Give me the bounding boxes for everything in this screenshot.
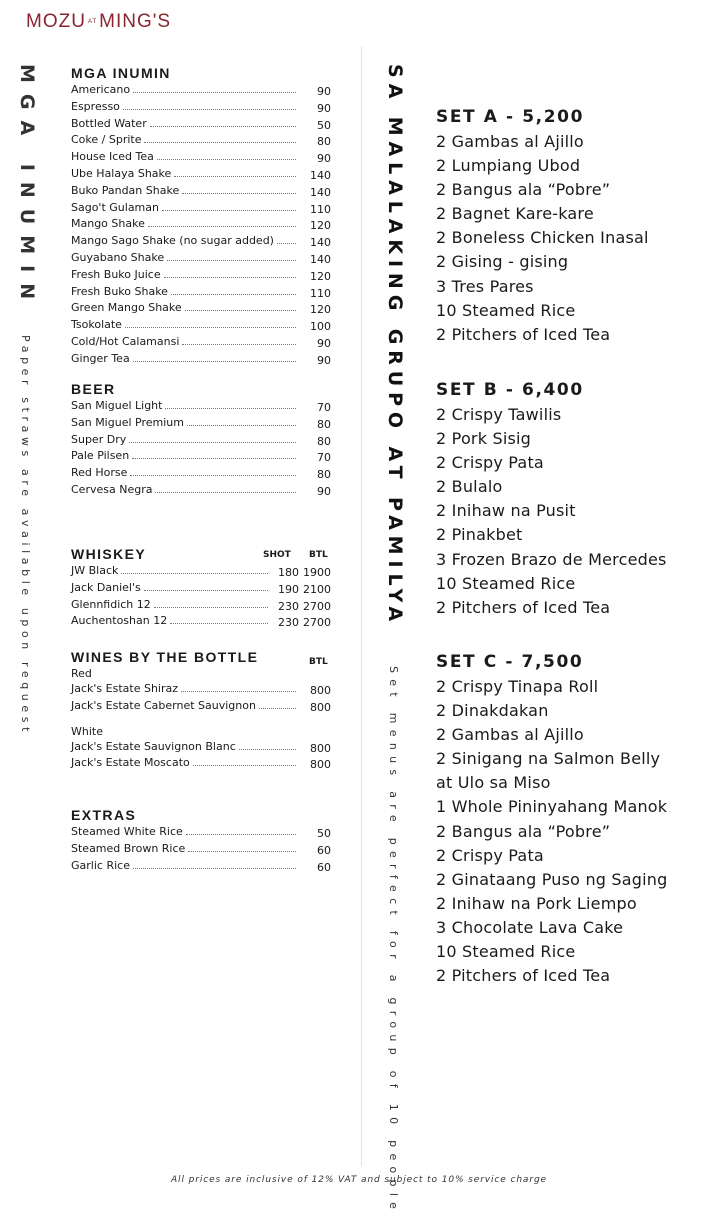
item-name: San Miguel Light <box>71 399 163 412</box>
section-title: MGA INUMIN <box>71 65 171 81</box>
item-name: Jack Daniel's <box>71 580 141 594</box>
menu-item <box>71 132 331 149</box>
set-item: 2 Pinakbet <box>436 525 523 545</box>
item-price: 70 <box>317 451 331 465</box>
item-list <box>71 563 331 630</box>
item-list <box>71 82 331 368</box>
leader-dots <box>170 623 268 624</box>
leader-dots <box>129 442 296 443</box>
menu-item <box>71 233 331 250</box>
set-items <box>436 675 696 988</box>
menu-item <box>71 698 331 715</box>
item-list <box>71 824 331 874</box>
item-shot-price: 230 <box>278 616 299 630</box>
item-name: Guyabano Shake <box>71 250 165 264</box>
leader-dots <box>182 344 296 345</box>
item-price: 140 <box>310 168 331 182</box>
item-shot-price: 190 <box>278 582 299 596</box>
set-item: 2 Pitchers of Iced Tea <box>436 597 611 617</box>
leader-dots <box>148 226 296 227</box>
set-item: 3 Tres Pares <box>436 276 534 296</box>
item-price: 90 <box>317 152 331 166</box>
section-inumin <box>71 64 331 368</box>
item-name: Tsokolate <box>71 318 122 332</box>
section-title: WINES BY THE BOTTLE <box>71 649 259 665</box>
item-name: Ginger Tea <box>71 351 130 365</box>
mid-vertical-title: SA MALALAKING GRUPO AT PAMILYA <box>384 64 406 627</box>
item-price: 70 <box>317 401 331 414</box>
column-divider <box>361 46 362 1166</box>
item-name: Jack's Estate Shiraz <box>71 682 179 695</box>
wine-white-label: White <box>71 724 103 738</box>
set-item: 2 Gambas al Ajillo <box>436 132 584 151</box>
item-price: 90 <box>317 353 331 367</box>
item-price: 90 <box>317 336 331 350</box>
item-name: Super Dry <box>71 432 127 446</box>
set-a <box>436 106 696 347</box>
item-btl-price: 2700 <box>303 599 331 613</box>
set-b <box>436 379 696 620</box>
item-name: Espresso <box>71 99 120 113</box>
leader-dots <box>259 708 296 709</box>
item-price: 50 <box>317 118 331 132</box>
menu-item <box>71 613 331 630</box>
item-btl-price: 2700 <box>303 616 331 630</box>
menu-item <box>71 563 331 580</box>
item-btl-price: 2100 <box>303 582 331 596</box>
section-wines <box>71 648 331 772</box>
logo-right: MING'S <box>99 11 172 32</box>
section-beer <box>71 380 331 499</box>
menu-item <box>71 300 331 317</box>
item-name: Steamed White Rice <box>71 825 183 838</box>
leader-dots <box>182 193 296 194</box>
set-item: 2 Crispy Pata <box>436 845 544 865</box>
set-item: 2 Gambas al Ajillo <box>436 725 584 745</box>
menu-item <box>71 398 331 415</box>
menu-item <box>71 250 331 267</box>
item-name: Mango Shake <box>71 217 145 231</box>
leader-dots <box>133 361 296 362</box>
set-item: 10 Steamed Rice <box>436 942 576 962</box>
leader-dots <box>133 92 296 93</box>
set-item: 10 Steamed Rice <box>436 573 576 593</box>
leader-dots <box>150 126 296 127</box>
menu-item <box>71 482 331 499</box>
leader-dots <box>185 310 296 311</box>
leader-dots <box>157 159 296 160</box>
set-item: 2 Bulalo <box>436 477 503 497</box>
menu-item <box>71 82 331 99</box>
item-name: Green Mango Shake <box>71 301 182 315</box>
item-name: JW Black <box>71 564 119 577</box>
item-price: 90 <box>317 85 331 98</box>
mid-vertical-note: Set menus are perfect for a group of 10 people <box>387 666 400 1215</box>
leader-dots <box>132 458 296 459</box>
leader-dots <box>123 109 296 110</box>
wines-btl-header: BTL <box>309 657 328 667</box>
logo-at: AT <box>87 18 98 25</box>
leader-dots <box>144 590 268 591</box>
leader-dots <box>133 868 296 869</box>
item-shot-price: 230 <box>278 599 299 613</box>
menu-item <box>71 465 331 482</box>
item-price: 110 <box>310 286 331 300</box>
leader-dots <box>239 749 296 750</box>
menu-item <box>71 351 331 368</box>
menu-item <box>71 597 331 614</box>
item-name: Cold/Hot Calamansi <box>71 334 180 348</box>
item-price: 140 <box>310 252 331 266</box>
item-list <box>71 398 331 499</box>
menu-item <box>71 755 331 772</box>
set-item: 2 Lumpiang Ubod <box>436 156 581 176</box>
menu-item <box>71 432 331 449</box>
item-price: 90 <box>317 484 331 498</box>
restaurant-logo <box>26 11 171 33</box>
menu-item <box>71 824 331 841</box>
item-list <box>71 739 331 773</box>
menu-item <box>71 284 331 301</box>
set-item: 3 Frozen Brazo de Mercedes <box>436 549 667 569</box>
item-name: Coke / Sprite <box>71 133 142 147</box>
menu-item <box>71 267 331 284</box>
item-shot-price: 180 <box>278 566 299 579</box>
leader-dots <box>144 142 296 143</box>
leader-dots <box>162 210 296 211</box>
menu-item <box>71 116 331 133</box>
leader-dots <box>174 176 296 177</box>
item-name: Glennfidich 12 <box>71 597 151 611</box>
menu-item <box>71 448 331 465</box>
item-name: San Miguel Premium <box>71 415 184 429</box>
item-price: 800 <box>310 700 331 714</box>
leader-dots <box>193 765 296 766</box>
section-title: WHISKEY <box>71 546 147 562</box>
item-price: 120 <box>310 269 331 283</box>
menu-item <box>71 99 331 116</box>
set-item: 2 Bangus ala “Pobre” <box>436 821 611 841</box>
set-item: at Ulo sa Miso <box>436 773 551 793</box>
set-items <box>436 130 696 347</box>
item-price: 90 <box>317 101 331 115</box>
leader-dots <box>167 260 296 261</box>
set-item: 2 Sinigang na Salmon Belly <box>436 749 661 769</box>
section-title: EXTRAS <box>71 807 137 823</box>
item-price: 800 <box>310 758 331 772</box>
set-title: SET B - 6,400 <box>436 380 584 400</box>
menu-item <box>71 200 331 217</box>
item-name: Sago't Gulaman <box>71 200 159 214</box>
leader-dots <box>187 425 296 426</box>
menu-item <box>71 580 331 597</box>
menu-item <box>71 183 331 200</box>
menu-item <box>71 166 331 183</box>
item-price: 120 <box>310 303 331 317</box>
item-name: Americano <box>71 83 131 96</box>
leader-dots <box>155 492 296 493</box>
leader-dots <box>165 408 296 409</box>
item-price: 80 <box>317 434 331 448</box>
set-item: 2 Inihaw na Pork Liempo <box>436 893 637 913</box>
item-price: 80 <box>317 135 331 149</box>
item-name: Fresh Buko Juice <box>71 267 161 281</box>
item-name: Bottled Water <box>71 116 147 130</box>
set-item: 2 Pitchers of Iced Tea <box>436 324 611 344</box>
item-name: Red Horse <box>71 466 128 480</box>
item-price: 60 <box>317 860 331 874</box>
item-price: 800 <box>310 684 331 697</box>
set-item: 2 Crispy Tawilis <box>436 405 562 424</box>
item-list <box>71 681 331 715</box>
leader-dots <box>125 327 296 328</box>
set-item: 2 Bangus ala “Pobre” <box>436 180 611 200</box>
logo-left: MOZU <box>26 11 86 32</box>
item-price: 80 <box>317 468 331 482</box>
leader-dots <box>171 294 296 295</box>
set-item: 2 Boneless Chicken Inasal <box>436 228 649 248</box>
item-price: 50 <box>317 827 331 840</box>
menu-item <box>71 681 331 698</box>
menu-item <box>71 216 331 233</box>
menu-item <box>71 858 331 875</box>
footer-note: All prices are inclusive of 12% VAT and subject to 10% service charge <box>170 1175 547 1185</box>
set-item: 1 Whole Pininyahang Manok <box>436 797 668 817</box>
menu-item <box>71 739 331 756</box>
set-item: 2 Crispy Pata <box>436 453 544 473</box>
set-item: 2 Ginataang Puso ng Saging <box>436 869 668 889</box>
set-item: 10 Steamed Rice <box>436 300 576 320</box>
set-item: 2 Gising - gising <box>436 252 569 272</box>
menu-item <box>71 149 331 166</box>
left-vertical-title: MGA INUMIN <box>16 64 38 311</box>
item-price: 110 <box>310 202 331 216</box>
left-vertical-note: Paper straws are available upon request <box>19 335 32 736</box>
item-name: House Iced Tea <box>71 150 154 164</box>
leader-dots <box>188 851 296 852</box>
item-price: 120 <box>310 219 331 233</box>
section-title: BEER <box>71 381 116 397</box>
set-item: 2 Pork Sisig <box>436 429 532 449</box>
menu-item <box>71 841 331 858</box>
item-price: 140 <box>310 185 331 199</box>
whiskey-btl-header: BTL <box>309 550 328 560</box>
item-name: Garlic Rice <box>71 858 130 872</box>
set-c <box>436 651 696 988</box>
item-name: Jack's Estate Cabernet Sauvignon <box>71 698 256 712</box>
item-price: 80 <box>317 417 331 431</box>
menu-item <box>71 317 331 334</box>
set-item: 2 Pitchers of Iced Tea <box>436 966 611 986</box>
item-price: 140 <box>310 236 331 250</box>
set-item: 2 Crispy Tinapa Roll <box>436 677 599 696</box>
item-price: 800 <box>310 741 331 755</box>
item-price: 60 <box>317 843 331 857</box>
set-item: 2 Inihaw na Pusit <box>436 501 576 521</box>
item-price: 100 <box>310 320 331 334</box>
item-name: Steamed Brown Rice <box>71 841 186 855</box>
item-name: Ube Halaya Shake <box>71 166 172 180</box>
leader-dots <box>181 691 296 692</box>
leader-dots <box>186 834 296 835</box>
item-name: Buko Pandan Shake <box>71 183 180 197</box>
item-name: Jack's Estate Moscato <box>71 756 190 770</box>
menu-item <box>71 415 331 432</box>
item-btl-price: 1900 <box>303 566 331 579</box>
item-name: Mango Sago Shake (no sugar added) <box>71 234 274 248</box>
set-item: 2 Dinakdakan <box>436 701 549 721</box>
item-name: Auchentoshan 12 <box>71 614 168 628</box>
set-items <box>436 403 696 620</box>
item-name: Fresh Buko Shake <box>71 284 168 298</box>
set-title: SET C - 7,500 <box>436 652 584 672</box>
whiskey-shot-header: SHOT <box>263 550 291 560</box>
set-item: 2 Bagnet Kare-kare <box>436 204 594 224</box>
menu-item <box>71 334 331 351</box>
set-title: SET A - 5,200 <box>436 107 584 127</box>
wine-red-label: Red <box>71 667 92 680</box>
set-item: 3 Chocolate Lava Cake <box>436 917 624 937</box>
section-extras <box>71 806 331 874</box>
leader-dots <box>130 475 296 476</box>
section-whiskey <box>71 545 331 630</box>
leader-dots <box>154 607 268 608</box>
leader-dots <box>121 573 268 574</box>
item-name: Jack's Estate Sauvignon Blanc <box>71 739 236 753</box>
item-name: Pale Pilsen <box>71 449 130 463</box>
leader-dots <box>277 243 296 244</box>
leader-dots <box>164 277 296 278</box>
item-name: Cervesa Negra <box>71 482 153 496</box>
